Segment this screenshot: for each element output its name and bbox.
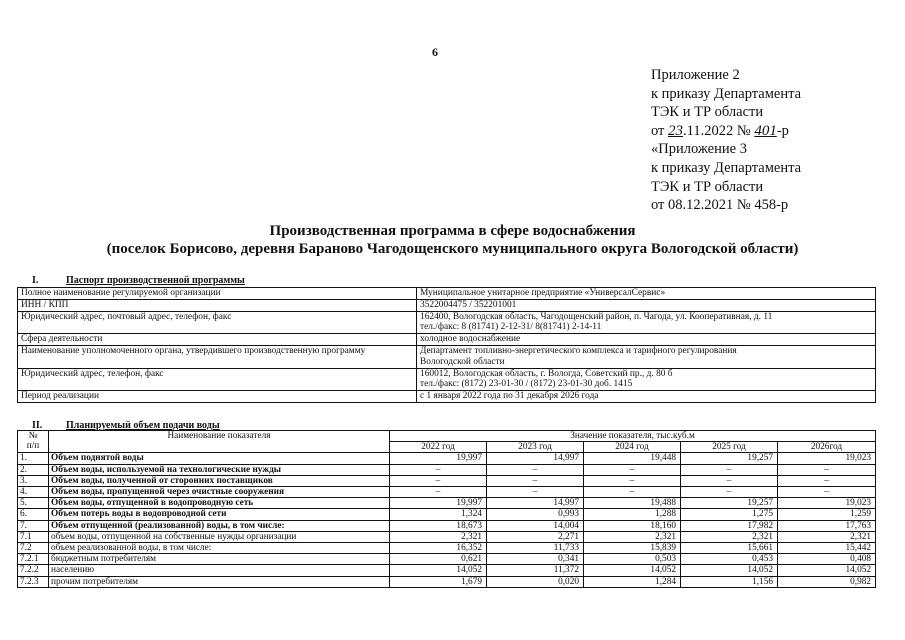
passport-label: Юридический адрес, телефон, факс (18, 368, 417, 391)
header-number: № (28, 431, 38, 441)
row-name: Объем воды, пропущенной через очистные сооружения (49, 487, 390, 498)
appendix-line: «Приложение 3 (651, 141, 747, 158)
row-number: 4. (18, 487, 49, 498)
row-value: 2,271 (487, 531, 584, 542)
row-name: бюджетным потребителям (49, 554, 390, 565)
row-value: 19,023 (778, 498, 876, 509)
row-value: 18,673 (390, 520, 487, 531)
passport-row (18, 391, 876, 403)
header-number-sub: п/п (26, 441, 40, 451)
table-row (18, 475, 876, 486)
row-value: 19,023 (778, 453, 876, 464)
row-value: 0,020 (487, 576, 584, 587)
handwritten-day: 23 (668, 122, 684, 139)
row-value: 19,997 (390, 498, 487, 509)
passport-row (18, 345, 876, 368)
row-value: 16,352 (390, 543, 487, 554)
row-number: 7.1 (18, 531, 49, 542)
row-value: 0,993 (487, 509, 584, 520)
passport-value-line: с 1 января 2022 года по 31 декабря 2026 года (420, 391, 599, 402)
row-value: – (584, 464, 681, 475)
row-value: 11,372 (487, 565, 584, 576)
row-value: 14,052 (584, 565, 681, 576)
row-value: 17,763 (778, 520, 876, 531)
header-year: 2022 год (390, 442, 487, 453)
section1-heading (32, 275, 245, 286)
appendix-line: Приложение 2 (651, 67, 740, 83)
passport-value-line: тел./факс: 8 (81741) 2-12-31/ 8(81741) 2-14-11 (420, 322, 602, 333)
row-value: – (681, 487, 778, 498)
row-value: – (778, 475, 876, 486)
passport-row (18, 334, 876, 346)
row-value: – (584, 487, 681, 498)
row-value: 14,997 (487, 453, 584, 464)
header-name: Наименование показателя (49, 431, 390, 453)
table-row (18, 520, 876, 531)
row-name: Объем отпущенной (реализованной) воды, в том числе: (49, 520, 390, 531)
row-value: 19,488 (584, 498, 681, 509)
section-title: Планируемый объем подачи воды (66, 420, 220, 431)
row-value: 1,156 (681, 576, 778, 587)
appendix-order-line (651, 122, 801, 141)
passport-value-line: тел./факс: (8172) 23-01-30 / (8172) 23-01-30 доб. 1415 (420, 379, 633, 390)
row-name: прочим потребителям (49, 576, 390, 587)
passport-label: Наименование уполномоченного органа, утвердившего производственную программу (18, 345, 417, 368)
appendix-line: к приказу Департамента (651, 159, 802, 176)
row-value: – (778, 464, 876, 475)
row-value: – (487, 475, 584, 486)
row-value: 15,661 (681, 543, 778, 554)
row-value: 19,257 (681, 498, 778, 509)
row-number: 1. (18, 453, 49, 464)
section-number: II. (32, 420, 43, 431)
row-value: 2,321 (390, 531, 487, 542)
passport-row (18, 299, 876, 311)
passport-label: ИНН / КПП (18, 299, 417, 311)
row-value: – (487, 464, 584, 475)
row-value: – (390, 487, 487, 498)
table-row (18, 509, 876, 520)
order-prefix: от (651, 122, 665, 139)
header-year: 2023 год (487, 442, 584, 453)
row-value: 1,275 (681, 509, 778, 520)
passport-row (18, 311, 876, 334)
row-value: 1,284 (584, 576, 681, 587)
passport-value-line: Вологодской области (420, 356, 505, 367)
row-value: 0,982 (778, 576, 876, 587)
appendix-line: ТЭК и ТР области (651, 178, 764, 195)
row-value: 0,503 (584, 554, 681, 565)
row-value: 1,259 (778, 509, 876, 520)
passport-label: Период реализации (18, 391, 417, 403)
passport-value-line: Департамент топливно-энергетического комплекса и тарифного регулирования (420, 345, 737, 356)
row-value: 0,408 (778, 554, 876, 565)
row-name: объем реализованной воды, в том числе: (49, 543, 390, 554)
appendix-header (651, 66, 801, 215)
row-value: 0,453 (681, 554, 778, 565)
table-row (18, 487, 876, 498)
row-value: 15,839 (584, 543, 681, 554)
passport-value-line: холодное водоснабжение (420, 334, 521, 345)
passport-value (417, 368, 876, 391)
row-value: 1,288 (584, 509, 681, 520)
row-number: 3. (18, 475, 49, 486)
table-row (18, 498, 876, 509)
row-number: 7. (18, 520, 49, 531)
table-row (18, 453, 876, 464)
row-value: – (681, 475, 778, 486)
row-number: 5. (18, 498, 49, 509)
section-number: I. (32, 275, 39, 286)
passport-value (417, 288, 876, 300)
row-name: Объем воды, отпущенной в водопроводную сеть (49, 498, 390, 509)
passport-label: Юридический адрес, почтовый адрес, телефон, факс (18, 311, 417, 334)
passport-row (18, 368, 876, 391)
row-value: 19,448 (584, 453, 681, 464)
appendix-line: к приказу Департамента (651, 85, 802, 102)
header-year: 2024 год (584, 442, 681, 453)
row-name: Объем воды, полученной от сторонних поставщиков (49, 475, 390, 486)
row-value: 2,321 (681, 531, 778, 542)
row-value: 19,257 (681, 453, 778, 464)
row-value: 14,052 (681, 565, 778, 576)
water-volume-table (17, 430, 876, 588)
row-value: 2,321 (778, 531, 876, 542)
row-value: 0,621 (390, 554, 487, 565)
row-number: 7.2.2 (18, 565, 49, 576)
row-value: 18,160 (584, 520, 681, 531)
passport-value-line: 162400, Вологодская область, Чагодощенский район, п. Чагода, ул. Кооперативная, д. 11 (420, 311, 773, 322)
appendix-line: от 08.12.2021 № 458-р (651, 197, 789, 214)
table-row (18, 531, 876, 542)
row-value: – (778, 487, 876, 498)
document-title: Производственная программа в сфере водоснабжения (269, 223, 636, 239)
table-row (18, 565, 876, 576)
row-value: 11,733 (487, 543, 584, 554)
row-number: 6. (18, 509, 49, 520)
row-value: – (390, 464, 487, 475)
row-value: 0,341 (487, 554, 584, 565)
row-number: 7.2 (18, 543, 49, 554)
handwritten-number: 401 (754, 122, 777, 139)
header-year: 2025 год (681, 442, 778, 453)
row-value: – (681, 464, 778, 475)
row-name: Объем воды, используемой на технологические нужды (49, 464, 390, 475)
passport-value (417, 311, 876, 334)
passport-value-line: Муниципальное унитарное предприятие «УниверсалСервис» (420, 288, 666, 298)
passport-value-line: 160012, Вологодская область, г. Вологда, Советский пр., д. 80 б (420, 368, 673, 379)
passport-table (17, 287, 876, 403)
row-value: – (390, 475, 487, 486)
passport-label: Сфера деятельности (18, 334, 417, 346)
table-row (18, 554, 876, 565)
row-number: 7.2.3 (18, 576, 49, 587)
row-value: 14,997 (487, 498, 584, 509)
row-name: Объем поднятой воды (49, 453, 390, 464)
row-number: 7.2.1 (18, 554, 49, 565)
passport-value (417, 391, 876, 403)
row-value: 14,004 (487, 520, 584, 531)
row-value: 15,442 (778, 543, 876, 554)
row-value: 2,321 (584, 531, 681, 542)
row-value: 14,052 (390, 565, 487, 576)
header-year: 2026год (778, 442, 876, 453)
row-value: – (487, 487, 584, 498)
row-value: 1,679 (390, 576, 487, 587)
page-number: 6 (432, 45, 438, 59)
passport-value (417, 334, 876, 346)
row-value: 14,052 (778, 565, 876, 576)
appendix-line: ТЭК и ТР области (651, 104, 764, 121)
order-suffix: -р (776, 122, 789, 139)
passport-label: Полное наименование регулируемой организации (18, 288, 417, 300)
row-value: 17,982 (681, 520, 778, 531)
passport-row (18, 288, 876, 300)
row-number: 2. (18, 464, 49, 475)
passport-value (417, 299, 876, 311)
row-name: населению (49, 565, 390, 576)
table-row (18, 464, 876, 475)
order-date: .11.2022 № (683, 122, 751, 139)
passport-value (417, 345, 876, 368)
row-name: объем воды, отпущенной на собственные нужды организации (49, 531, 390, 542)
table-row (18, 576, 876, 587)
table-row (18, 543, 876, 554)
header-value: Значение показателя, тыс.куб.м (390, 431, 876, 442)
row-value: – (584, 475, 681, 486)
table-header-row (18, 431, 876, 442)
row-name: Объем потерь воды в водопроводной сети (49, 509, 390, 520)
row-value: 1,324 (390, 509, 487, 520)
passport-value-line: 3522004475 / 352201001 (420, 299, 517, 310)
document-subtitle: (поселок Борисово, деревня Бараново Чагодощенского муниципального округа Вологодской области) (106, 241, 799, 257)
row-value: 19,997 (390, 453, 487, 464)
header-number-cell (18, 431, 49, 453)
section-title: Паспорт производственной программы (66, 275, 245, 286)
